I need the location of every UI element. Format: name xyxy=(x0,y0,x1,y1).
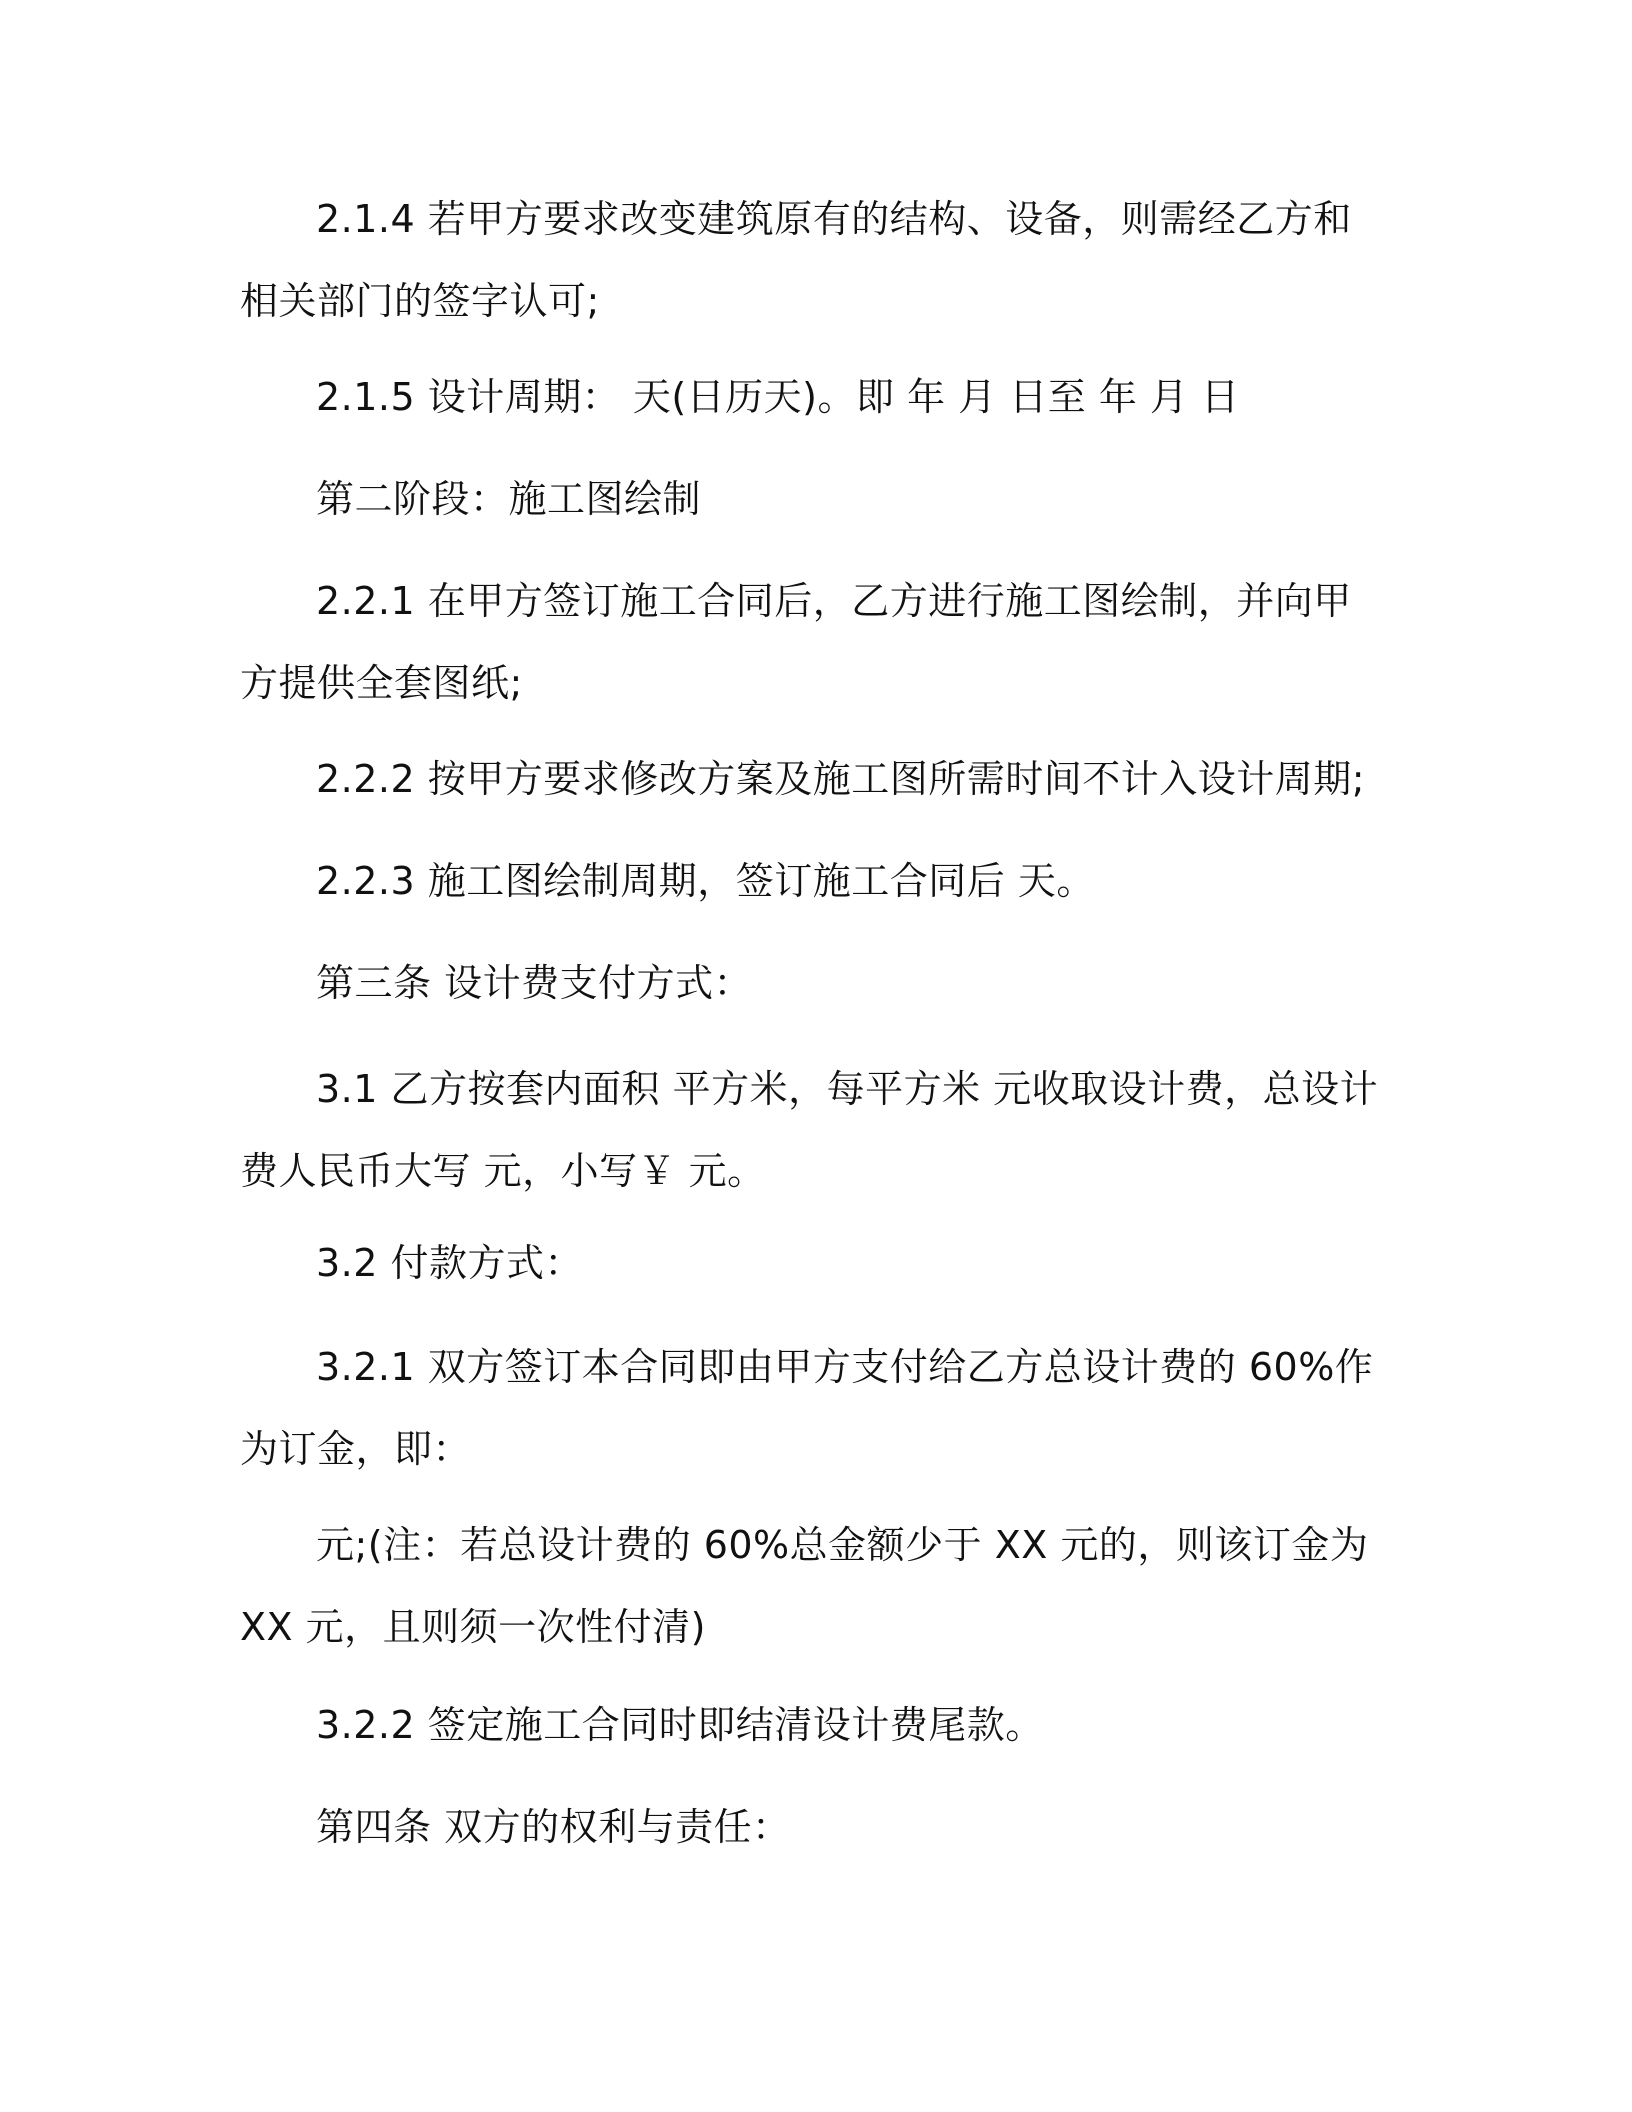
deposit-note: 元;(注：若总设计费的 60%总金额少于 XX 元的，则该订金为 XX 元，且则须一次性付清) xyxy=(240,1523,1369,1649)
clause-2-2-3: 2.2.3 施工图绘制周期，签订施工合同后 天。 xyxy=(316,859,1095,903)
clause-3-2-2: 3.2.2 签定施工合同时即结清设计费尾款。 xyxy=(316,1703,1044,1747)
article-three-heading: 第三条 设计费支付方式： xyxy=(316,961,753,1005)
clause-3-1: 3.1 乙方按套内面积 平方米，每平方米 元收取设计费，总设计费人民币大写 元，小写￥ 元。 xyxy=(240,1067,1379,1193)
clause-2-1-4: 2.1.4 若甲方要求改变建筑原有的结构、设备，则需经乙方和相关部门的签字认可; xyxy=(240,197,1352,323)
article-four-heading: 第四条 双方的权利与责任： xyxy=(316,1805,791,1849)
clause-2-2-2: 2.2.2 按甲方要求修改方案及施工图所需时间不计入设计周期; xyxy=(316,757,1366,801)
section-heading-stage-two: 第二阶段：施工图绘制 xyxy=(316,477,702,521)
clause-2-2-1: 2.2.1 在甲方签订施工合同后，乙方进行施工图绘制，并向甲方提供全套图纸; xyxy=(240,579,1352,705)
clause-3-2-1: 3.2.1 双方签订本合同即由甲方支付给乙方总设计费的 60%作为订金，即： xyxy=(240,1345,1374,1471)
clause-2-1-5: 2.1.5 设计周期： 天(日历天)。即 年 月 日至 年 月 日 xyxy=(316,375,1240,419)
clause-3-2: 3.2 付款方式： xyxy=(316,1241,584,1285)
